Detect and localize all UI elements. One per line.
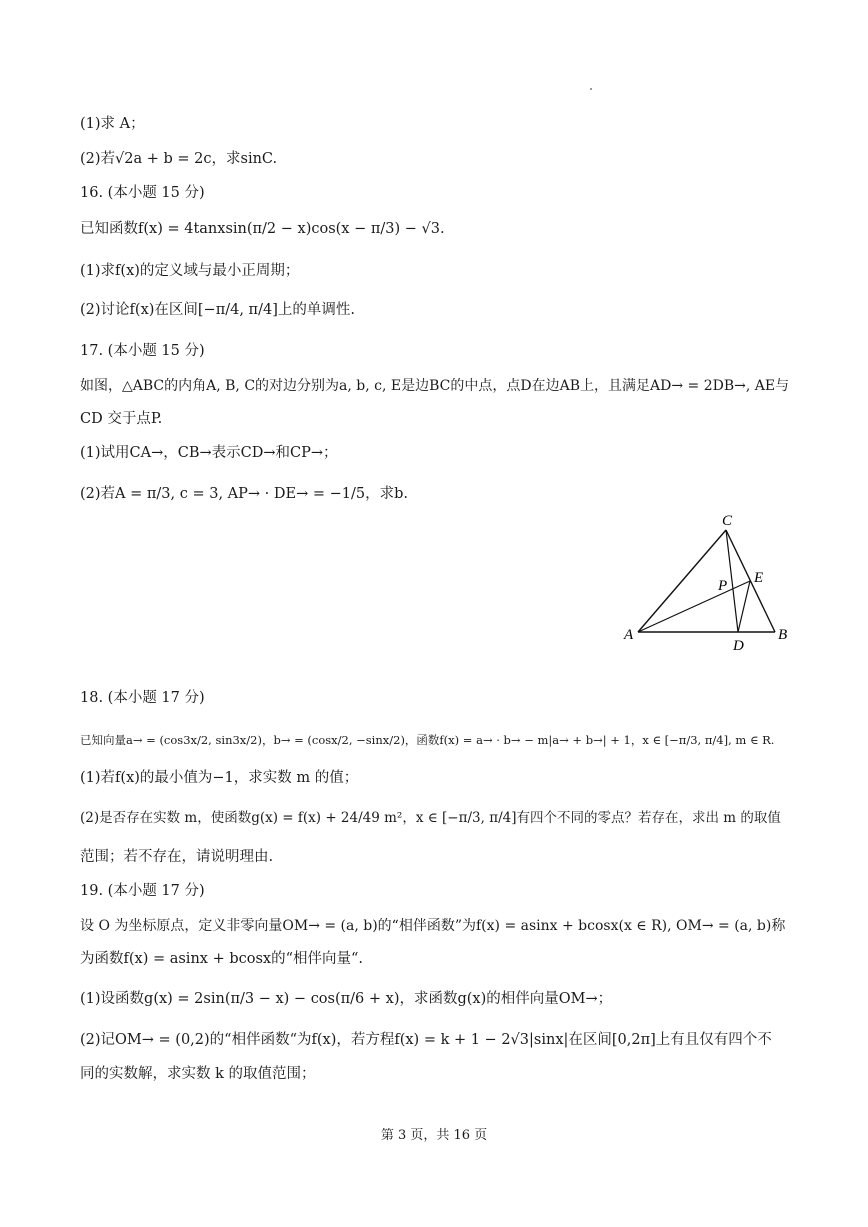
q18-part2-line1: (2)是否存在实数 m，使函数g(x) = f(x) + 24/49 m²，x ∈ [−π/3, π/4]有四个不同的零点？若存在，求出 m 的取值 bbox=[80, 810, 781, 826]
q15-part1: (1)求 A； bbox=[80, 116, 145, 132]
q18-part2-line2: 范围；若不存在，请说明理由. bbox=[80, 849, 274, 865]
q17-part2: (2)若A = π/3, c = 3, AP→ · DE→ = −1/5，求b. bbox=[80, 486, 408, 502]
q15-part2: (2)若√2a + b = 2c，求sinC. bbox=[80, 151, 278, 167]
q17-heading: 17. (本小题 15 分) bbox=[80, 343, 205, 359]
q16-stem: 已知函数f(x) = 4tanxsin(π/2 − x)cos(x − π/3) − √3. bbox=[80, 221, 445, 237]
speck-mark bbox=[590, 88, 592, 90]
label-d: D bbox=[733, 638, 744, 654]
q19-stem-line1: 设 O 为坐标原点，定义非零向量OM→ = (a, b)的“相伴函数”为f(x) = asinx + bcosx(x ∈ R), OM→ = (a, b)称 bbox=[80, 918, 786, 934]
q17-part1: (1)试用CA→，CB→表示CD→和CP→； bbox=[80, 445, 338, 461]
q16-part1: (1)求f(x)的定义域与最小正周期； bbox=[80, 263, 300, 279]
q18-part1: (1)若f(x)的最小值为−1，求实数 m 的值； bbox=[80, 770, 359, 786]
q16-part2: (2)讨论f(x)在区间[−π/4, π/4]上的单调性. bbox=[80, 302, 355, 318]
segment-ae bbox=[638, 581, 750, 632]
label-b: B bbox=[778, 627, 788, 643]
q19-part1: (1)设函数g(x) = 2sin(π/3 − x) − cos(π/6 + x)，求函数g(x)的相伴向量OM→； bbox=[80, 991, 613, 1007]
q18-stem: 已知向量a→ = (cos3x/2, sin3x/2)，b→ = (cosx/2, −sinx/2)，函数f(x) = a→ · b→ − m|a→ + b→| + 1，x ∈ [−π/3, π/4], m ∈ R. bbox=[80, 733, 775, 747]
q17-stem-line1: 如图，△ABC的内角A, B, C的对边分别为a, b, c, E是边BC的中点，点D在边AB上，且满足AD→ = 2DB→, AE与 bbox=[80, 378, 790, 394]
q17-stem-line2: CD 交于点P. bbox=[80, 411, 163, 427]
q19-part2-line1: (2)记OM→ = (0,2)的“相伴函数“为f(x)，若方程f(x) = k + 1 − 2√3|sinx|在区间[0,2π]上有且仅有四个不 bbox=[80, 1032, 772, 1048]
triangle-diagram bbox=[618, 508, 798, 658]
q19-heading: 19. (本小题 17 分) bbox=[80, 883, 205, 899]
triangle-figure bbox=[618, 508, 798, 658]
side-cb bbox=[726, 530, 775, 632]
segment-de bbox=[738, 581, 750, 632]
q19-part2-line2: 同的实数解，求实数 k 的取值范围； bbox=[80, 1066, 316, 1082]
label-e: E bbox=[754, 570, 764, 586]
page-footer: 第 3 页，共 16 页 bbox=[380, 1128, 488, 1143]
q16-heading: 16. (本小题 15 分) bbox=[80, 185, 205, 201]
label-c: C bbox=[722, 513, 733, 529]
q18-heading: 18. (本小题 17 分) bbox=[80, 690, 205, 706]
label-a: A bbox=[624, 627, 634, 643]
q19-stem-line2: 为函数f(x) = asinx + bcosx的“相伴向量“. bbox=[80, 951, 364, 967]
label-p: P bbox=[718, 578, 728, 594]
segment-cd bbox=[726, 530, 738, 632]
side-ac bbox=[638, 530, 726, 632]
